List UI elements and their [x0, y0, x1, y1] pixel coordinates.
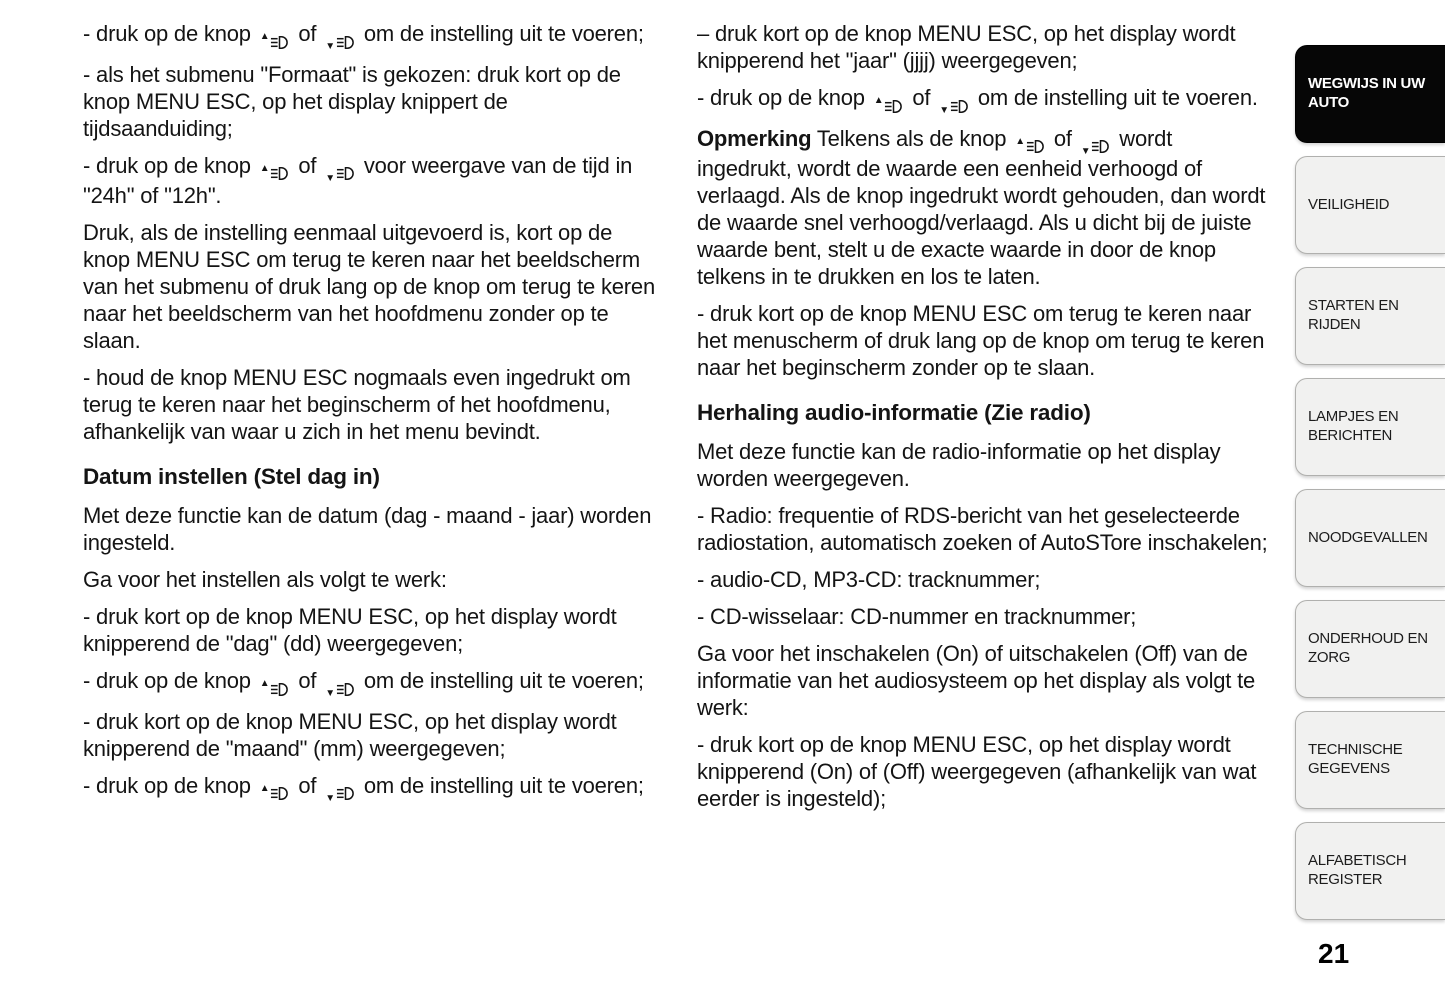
instrument-light-glyph: [270, 34, 289, 51]
chapter-tab-onderhoud-en-zorg[interactable]: [1295, 600, 1445, 698]
chapter-tab-lampjes-en-berichten[interactable]: [1295, 378, 1445, 476]
triangle-glyph: ▼: [325, 172, 335, 184]
chapter-tab-noodgevallen[interactable]: [1295, 489, 1445, 587]
paragraph: - als het submenu "Formaat" is gekozen: druk kort op de knop MENU ESC, op het display knippert de tijdsaanduiding;: [83, 61, 621, 141]
chapter-tab-wegwijs-in-uw-auto[interactable]: [1295, 45, 1445, 143]
chapter-tab-label: TECHNISCHE GEGEVENS: [1308, 741, 1403, 777]
paragraph: - druk op de knop ▲ of ▼ om de instelling uit te voeren;: [83, 21, 644, 52]
chapter-tab-label: LAMPJES EN BERICHTEN: [1308, 408, 1399, 444]
triangle-glyph: ▲: [1015, 135, 1025, 147]
paragraph: - druk op de knop ▲ of ▼ om de instelling uit te voeren;: [83, 668, 644, 699]
chapter-tab-veiligheid[interactable]: [1295, 156, 1445, 254]
instrument-light-glyph: [884, 98, 903, 115]
instrument-light-glyph: [336, 681, 355, 698]
paragraph: - houd de knop MENU ESC nogmaals even ingedrukt om terug te keren naar het beginscherm of het hoofdmenu, afhankelijk van waar u zich in het menu bevindt.: [83, 365, 631, 444]
page-number: 21: [1318, 938, 1350, 969]
triangle-glyph: ▼: [325, 792, 335, 804]
chapter-tab-label: ALFABETISCH REGISTER: [1308, 852, 1407, 888]
knop-up-icon: [873, 95, 904, 115]
paragraph: Druk, als de instelling eenmaal uitgevoerd is, kort op de knop MENU ESC om terug te keren naar het beeldscherm van het submenu of druk lang op de knop om terug te keren naar het beeldscherm van het hoofdmenu zonder op te slaan.: [83, 220, 655, 353]
triangle-glyph: ▲: [259, 678, 270, 689]
paragraph: - druk op de knop ▲ of ▼ om de instelling uit te voeren;: [83, 772, 644, 804]
paragraph: - Radio: frequentie of RDS-bericht van het geselecteerde radiostation, automatisch zoeken of AutoSTore inschakelen;: [697, 503, 1268, 555]
instrument-light-glyph: [336, 165, 355, 182]
paragraph: - druk kort op de knop MENU ESC om terug te keren naar het menuscherm of druk lang op de knop om terug te keren naar het beginscherm zonder op te slaan.: [697, 301, 1265, 380]
instrument-light-glyph: [270, 785, 289, 802]
knop-up-icon: [259, 782, 290, 802]
paragraph: Ga voor het instellen als volgt te werk:: [83, 567, 447, 592]
triangle-glyph: ▼: [325, 688, 335, 699]
chapter-tab-label: STARTEN EN RIJDEN: [1308, 297, 1399, 333]
triangle-glyph: ▲: [873, 95, 884, 106]
knop-down-icon: [325, 165, 355, 182]
left-column: [83, 20, 661, 812]
knop-up-icon: [259, 678, 290, 698]
paragraph: - druk kort op de knop MENU ESC, op het display wordt knipperend (On) of (Off) weergegeven (afhankelijk van wat eerder is ingesteld);: [697, 732, 1257, 811]
triangle-glyph: ▲: [259, 782, 270, 794]
paragraph: - CD-wisselaar: CD-nummer en tracknummer;: [697, 604, 1137, 629]
instrument-light-glyph: [950, 98, 969, 115]
chapter-tab-technische-gegevens[interactable]: [1295, 711, 1445, 809]
chapter-tab-label: VEILIGHEID: [1308, 195, 1390, 213]
paragraph: - druk kort op de knop MENU ESC, op het display wordt knipperend de "maand" (mm) weergegeven;: [83, 708, 617, 761]
paragraph: Ga voor het inschakelen (On) of uitschakelen (Off) van de informatie van het audiosysteem op het display als volgt te werk:: [697, 641, 1256, 720]
knop-down-icon: [325, 681, 355, 698]
knop-down-icon: [1081, 138, 1111, 155]
triangle-glyph: ▲: [259, 31, 270, 42]
instrument-light-glyph: [1026, 138, 1045, 155]
chapter-tab-bar: [1295, 45, 1445, 933]
knop-down-icon: [325, 34, 355, 51]
triangle-glyph: ▼: [939, 105, 949, 116]
triangle-glyph: ▼: [1080, 145, 1091, 157]
paragraph: Met deze functie kan de radio-informatie op het display worden weergegeven.: [697, 439, 1221, 491]
knop-down-icon: [939, 98, 969, 115]
triangle-glyph: ▼: [325, 41, 335, 52]
chapter-tab-label: WEGWIJS IN UW AUTO: [1308, 75, 1425, 111]
instrument-light-glyph: [1091, 138, 1110, 155]
paragraph: Opmerking Telkens als de knop ▲ of ▼ wordt ingedrukt, wordt de waarde een eenheid verhoogd of verlaagd. Als de knop ingedrukt wordt gehouden, dan wordt de waarde snel verhoogd/verlaagd. Als u dicht bij de juiste waarde bent, stelt u de exacte waarde in door de knop telkens in te drukken en los te laten.: [697, 125, 1266, 289]
paragraph: - druk op de knop ▲ of ▼ om de instelling uit te voeren.: [697, 85, 1258, 116]
paragraph: - druk kort op de knop MENU ESC, op het display wordt knipperend de "dag" (dd) weergegeven;: [83, 604, 617, 656]
instrument-light-glyph: [270, 165, 289, 182]
instrument-light-glyph: [270, 681, 289, 698]
knop-up-icon: [259, 31, 290, 51]
chapter-tab-label: ONDERHOUD EN ZORG: [1308, 630, 1428, 666]
instrument-light-glyph: [336, 34, 355, 51]
knop-up-icon: [1015, 135, 1045, 155]
chapter-tab-alfabetisch-register[interactable]: [1295, 822, 1445, 920]
knop-down-icon: [325, 785, 355, 802]
bold-text: Opmerking: [697, 125, 812, 151]
right-column: [697, 20, 1269, 822]
paragraph: – druk kort op de knop MENU ESC, op het display wordt knipperend het "jaar" (jjjj) weergegeven;: [697, 21, 1236, 73]
chapter-tab-starten-en-rijden[interactable]: [1295, 267, 1445, 365]
paragraph: Met deze functie kan de datum (dag - maand - jaar) worden ingesteld.: [83, 503, 652, 555]
paragraph: - audio-CD, MP3-CD: tracknummer;: [697, 567, 1041, 592]
section-heading: Datum instellen (Stel dag in): [83, 464, 380, 489]
instrument-light-glyph: [336, 785, 355, 802]
section-heading: Herhaling audio-informatie (Zie radio): [697, 400, 1091, 425]
chapter-tab-label: NOODGEVALLEN: [1308, 528, 1428, 546]
paragraph: - druk op de knop ▲ of ▼ voor weergave van de tijd in "24h" of "12h".: [83, 152, 633, 208]
knop-up-icon: [259, 162, 290, 182]
triangle-glyph: ▲: [259, 162, 270, 174]
